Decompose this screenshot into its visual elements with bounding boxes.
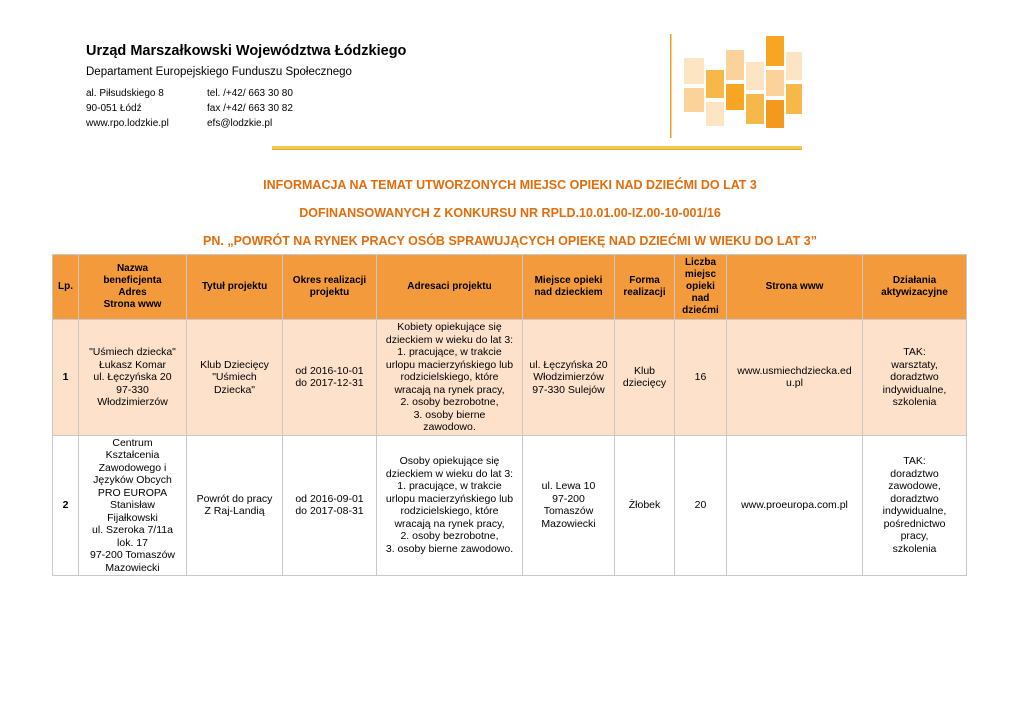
col-header-recipients: Adresaci projektu <box>377 255 523 320</box>
text-line: Tomaszów <box>543 505 594 518</box>
text-line: urlopu macierzyńskiego lub <box>385 492 514 505</box>
text-line: zawodowo. <box>423 421 476 433</box>
cell-lp: 2 <box>53 435 79 576</box>
text-line: Okres realizacji <box>292 275 367 286</box>
text-line: nad <box>691 293 710 304</box>
col-header-lp: Lp. <box>53 255 79 320</box>
text-line: Stanisław <box>110 499 155 511</box>
cell-period <box>283 435 377 576</box>
cell-form <box>615 320 675 436</box>
text-line: dzieckiem w wieku do lat 3: <box>385 333 514 346</box>
text-line: Forma <box>629 275 660 286</box>
text-line: dzieckiem w wieku do lat 3: <box>385 467 514 480</box>
text-line: Zawodowego i <box>98 461 167 474</box>
address-city: 90-051 Łódź <box>86 103 142 114</box>
fax-number: fax /+42/ 663 30 82 <box>207 103 293 114</box>
cell-location <box>523 320 615 436</box>
text-line: dziecięcy <box>622 377 667 390</box>
text-line: Żłobek <box>628 499 661 511</box>
text-line: "Uśmiech dziecka" <box>89 346 176 358</box>
text-line: opieki <box>686 281 715 292</box>
text-line: 1. pracujące, w trakcie <box>397 346 502 358</box>
letterhead <box>86 42 406 131</box>
department-name: Departament Europejskiego Funduszu Społecznego <box>86 66 352 78</box>
text-line: www.usmiechdziecka.ed <box>737 364 852 377</box>
email-link[interactable]: efs@lodzkie.pl <box>207 118 273 129</box>
cell-form <box>615 435 675 576</box>
text-line: projektu <box>309 287 350 298</box>
cell-location <box>523 435 615 576</box>
table-row <box>53 320 967 436</box>
text-line: nad dzieckiem <box>534 287 603 298</box>
text-line: ul. Łęczyńska 20 <box>529 358 608 371</box>
text-line: Działania <box>892 275 937 286</box>
text-line: Klub Dziecięcy <box>200 358 269 371</box>
text-line: indywidualne, <box>882 383 947 396</box>
cell-beneficiary <box>79 320 187 436</box>
text-line: Centrum <box>112 436 153 449</box>
col-header-places <box>675 255 727 320</box>
text-line: Nazwa <box>116 263 149 274</box>
text-line: Powrót do pracy <box>196 492 273 505</box>
text-line: do 2017-08-31 <box>295 505 364 518</box>
text-line: 2. osoby bezrobotne, <box>400 396 499 408</box>
col-header-beneficiary <box>79 255 187 320</box>
text-line: aktywizacyjne <box>881 287 948 298</box>
text-line: Osoby opiekujące się <box>399 455 500 468</box>
cell-recipients <box>377 320 523 436</box>
title-line-2: DOFINANSOWANYCH Z KONKURSU NR RPLD.10.01.00-IZ.00-10-001/16 <box>299 206 721 220</box>
text-line: beneficjenta <box>103 275 162 286</box>
address-street: al. Piłsudskiego 8 <box>86 88 164 99</box>
text-line: warsztaty, <box>891 358 938 371</box>
text-line: urlopu macierzyńskiego lub <box>385 358 514 371</box>
cell-recipients <box>377 435 523 576</box>
text-line: u.pl <box>786 377 803 390</box>
text-line: 2. osoby bezrobotne, <box>400 530 499 543</box>
text-line: 1. pracujące, w trakcie <box>397 480 502 493</box>
text-line: 3. osoby bierne <box>413 408 486 421</box>
table-header-row <box>53 255 967 320</box>
col-header-form <box>615 255 675 320</box>
text-line: 3. osoby bierne zawodowo. <box>385 542 514 555</box>
cell-activation <box>863 435 967 576</box>
text-line: szkolenia <box>892 542 937 555</box>
text-line: rodzicielskiego, które <box>400 505 499 518</box>
text-line: Łukasz Komar <box>98 358 167 371</box>
text-line: Włodzimierzów <box>97 396 168 408</box>
text-line: Mazowiecki <box>541 517 596 530</box>
text-line: 97-200 Tomaszów <box>89 549 176 561</box>
text-line: Liczba <box>684 257 717 268</box>
cell-places: 16 <box>675 320 727 436</box>
text-line: TAK: <box>903 346 926 358</box>
text-line: od 2016-09-01 <box>295 492 364 505</box>
text-line: rodzicielskiego, które <box>400 371 499 383</box>
text-line: 97-330 <box>116 383 149 396</box>
text-line: 97-330 Sulejów <box>532 383 605 396</box>
text-line: Mazowiecki <box>105 561 160 574</box>
logo-icon <box>670 32 810 140</box>
text-line: miejsc <box>684 269 717 280</box>
text-line: Dziecka" <box>213 383 256 396</box>
title-line-3: PN. „POWRÓT NA RYNEK PRACY OSÓB SPRAWUJĄCYCH OPIEKĘ NAD DZIEĆMI W WIEKU DO LAT 3” <box>203 234 817 248</box>
text-line: "Uśmiech <box>212 371 257 383</box>
website-link[interactable]: www.rpo.lodzkie.pl <box>86 118 169 129</box>
cell-places: 20 <box>675 435 727 576</box>
org-name: Urząd Marszałkowski Województwa Łódzkiego <box>86 43 407 59</box>
text-line: PRO EUROPA <box>97 486 168 499</box>
text-line: Włodzimierzów <box>533 371 604 383</box>
text-line: Kształcenia <box>105 449 160 461</box>
text-line: do 2017-12-31 <box>295 377 364 390</box>
text-line: indywidualne, <box>882 505 947 518</box>
text-line: pracy, <box>900 530 929 543</box>
col-header-period <box>283 255 377 320</box>
cell-lp: 1 <box>53 320 79 436</box>
text-line: wracają na rynek pracy, <box>394 517 505 530</box>
cell-title <box>187 435 283 576</box>
text-line: Miejsce opieki <box>534 275 603 286</box>
text-line: 97-200 <box>552 492 585 505</box>
title-line-1: INFORMACJA NA TEMAT UTWORZONYCH MIEJSC OPIEKI NAD DZIEĆMI DO LAT 3 <box>263 178 757 192</box>
text-line: od 2016-10-01 <box>295 364 364 377</box>
text-line: TAK: <box>903 455 926 468</box>
text-line: Fijałkowski <box>107 511 158 524</box>
text-line: ul. Lewa 10 <box>541 480 596 493</box>
text-line: lok. 17 <box>117 536 148 549</box>
text-line: pośrednictwo <box>883 517 946 530</box>
projects-table <box>52 254 967 576</box>
text-line: Klub <box>633 364 655 377</box>
phone-number: tel. /+42/ 663 30 80 <box>207 88 293 99</box>
document-title <box>50 177 970 261</box>
col-header-www: Strona www <box>727 255 863 320</box>
cell-www[interactable] <box>727 320 863 436</box>
text-line: Języków Obcych <box>93 474 172 486</box>
cell-activation <box>863 320 967 436</box>
text-line: doradztwo <box>890 467 939 480</box>
col-header-activation <box>863 255 967 320</box>
contact-block <box>86 86 406 131</box>
text-line: wracają na rynek pracy, <box>394 383 505 396</box>
text-line: realizacji <box>623 287 666 298</box>
cell-title <box>187 320 283 436</box>
cell-period <box>283 320 377 436</box>
text-line: szkolenia <box>892 396 937 408</box>
text-line: Z Raj-Landią <box>204 505 265 518</box>
text-line: Adres <box>118 287 147 298</box>
text-line: dziećmi <box>682 305 719 316</box>
text-line: Kobiety opiekujące się <box>397 321 502 333</box>
text-line: www.proeuropa.com.pl <box>741 499 848 511</box>
col-header-title: Tytuł projektu <box>187 255 283 320</box>
table-row <box>53 435 967 576</box>
col-header-location <box>523 255 615 320</box>
text-line: zawodowe, <box>888 480 941 493</box>
header-divider-shadow <box>272 149 802 150</box>
text-line: ul. Szeroka 7/11a <box>92 524 173 536</box>
text-line: Strona www <box>103 299 162 310</box>
text-line: ul. Łęczyńska 20 <box>93 371 172 383</box>
cell-www[interactable] <box>727 435 863 576</box>
text-line: doradztwo <box>890 492 939 505</box>
text-line: doradztwo <box>890 371 939 383</box>
cell-beneficiary <box>79 435 187 576</box>
